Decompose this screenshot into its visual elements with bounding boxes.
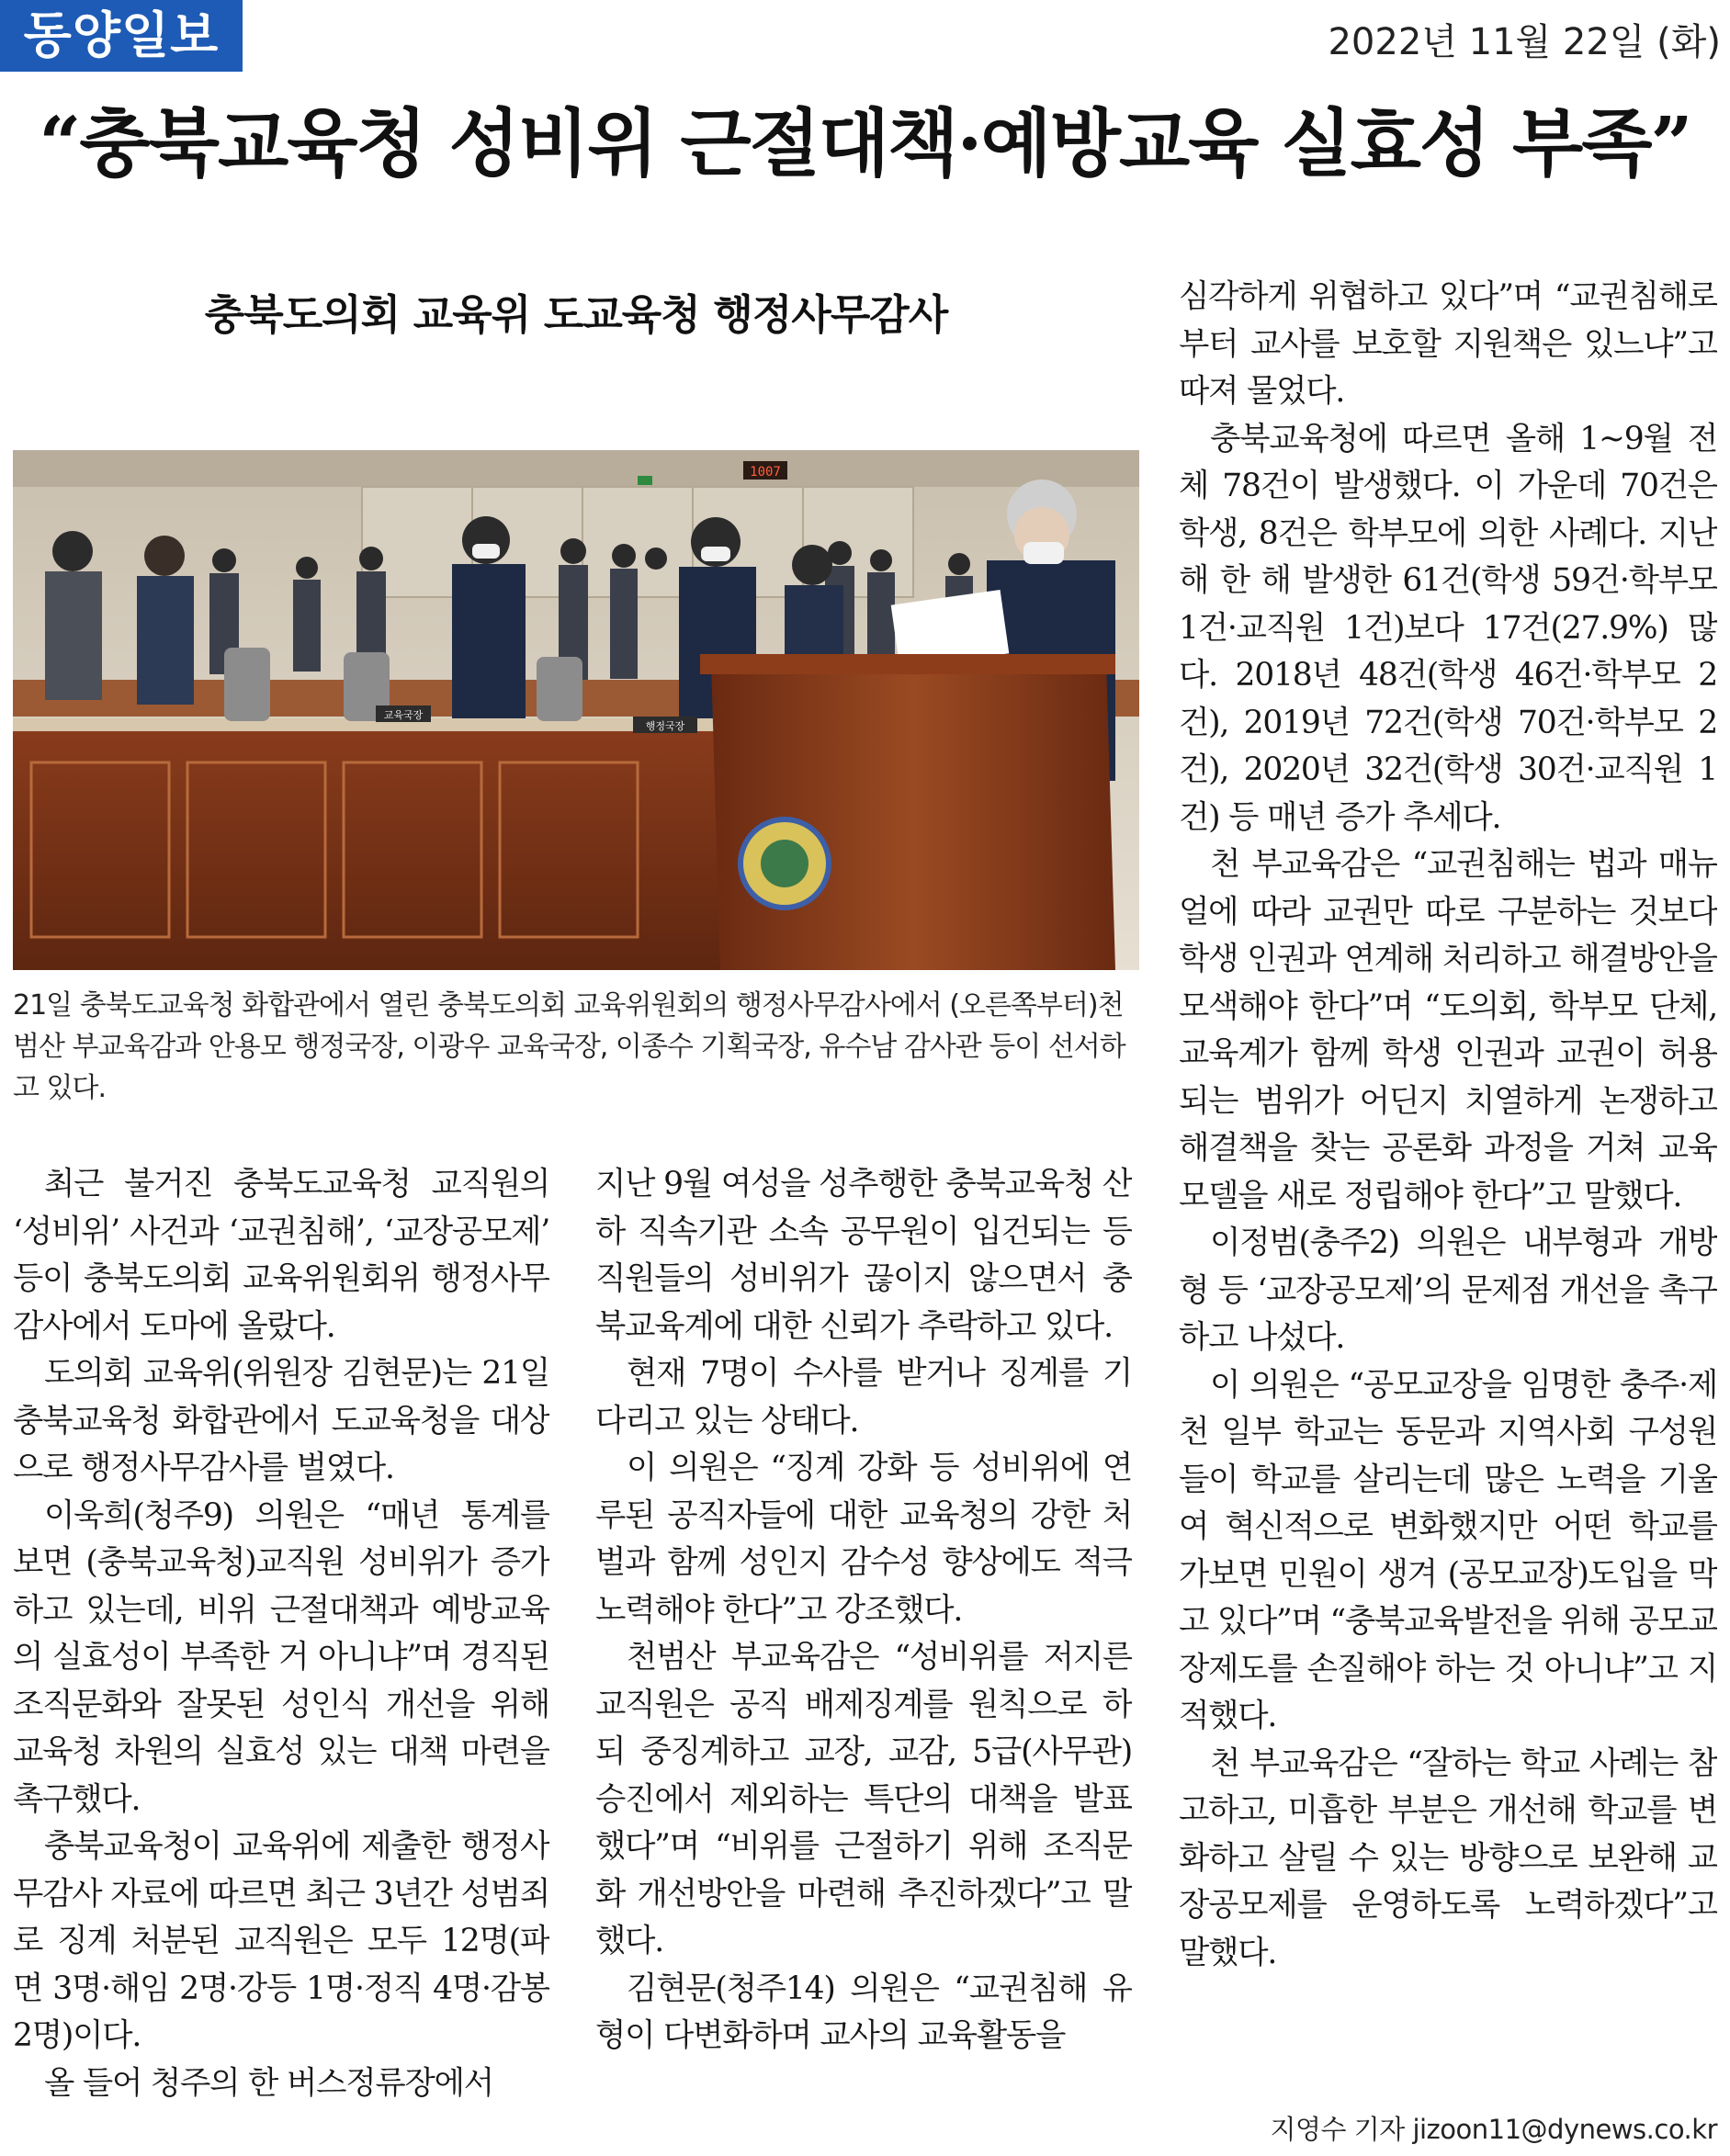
paragraph: 천범산 부교육감은 “성비위를 저지른 교직원은 공직 배제징계를 원칙으로 하되 중징계하고 교장, 교감, 5급(사무관) 승진에서 제외하는 특단의 대책을 발표했다”며 “비위를 근절하기 위해 조직문화 개선방안을 마련해 추진하겠다”고 말했다. — [595, 1639, 1132, 1959]
paragraph-continued: 지난 9월 여성을 성추행한 충북교육청 산하 직속기관 소속 공무원이 입건되는 등 직원들의 성비위가 끊이지 않으면서 충북교육계에 대한 신뢰가 추락하고 있다. — [595, 1166, 1132, 1345]
newspaper-masthead — [0, 0, 243, 72]
paragraph: 김현문(청주14) 의원은 “교권침해 유형이 다변화하며 교사의 교육활동을 — [595, 1970, 1132, 2054]
paragraph: 이 의원은 “공모교장을 임명한 충주·제천 일부 학교는 동문과 지역사회 구성원들이 학교를 살리는데 많은 노력을 기울여 혁신적으로 변화했지만 어떤 학교를 가보면 민원이 생겨 (공모교장)도입을 막고 있다”며 “충북교육발전을 위해 공모교장제도를 손질해야 하는 것 아니냐”고 지적했다. — [1179, 1366, 1717, 1734]
paragraph: 이욱희(청주9) 의원은 “매년 통계를 보면 (충북교육청)교직원 성비위가 증가하고 있는데, 비위 근절대책과 예방교육의 실효성이 부족한 거 아니냐”며 경직된 조직문화와 잘못된 성인식 개선을 위해 교육청 차원의 실효성 있는 대책 마련을 촉구했다. — [13, 1496, 549, 1818]
article-photo — [13, 450, 1139, 970]
article-column-2 — [595, 1161, 1132, 2153]
reporter-byline: 지영수 기자 jizoon11@dynews.co.kr — [1270, 2114, 1717, 2145]
paragraph: 충북교육청이 교육위에 제출한 행정사무감사 자료에 따르면 최근 3년간 성범죄로 징계 처분된 교직원은 모두 12명(파면 3명·해임 2명·강등 1명·정직 4명·감봉 2명)이다. — [13, 1828, 549, 2054]
paragraph: 천 부교육감은 “잘하는 학교 사례는 참고하고, 미흡한 부분은 개선해 학교를 변화하고 살릴 수 있는 방향으로 보완해 교장공모제를 운영하도록 노력하겠다”고 말했다. — [1179, 1744, 1717, 1971]
paragraph: 올 들어 청주의 한 버스정류장에서 — [44, 2064, 493, 2102]
issue-date: 2022년 11월 22일 (화) — [1328, 21, 1721, 63]
paragraph: 이정범(충주2) 의원은 내부형과 개방형 등 ‘교장공모제’의 문제점 개선을 촉구하고 나섰다. — [1179, 1225, 1717, 1356]
photo-caption: 21일 충북도교육청 화합관에서 열린 충북도의회 교육위원회의 행정사무감사에서 (오른쪽부터)천범산 부교육감과 안용모 행정국장, 이광우 교육국장, 이종수 기획국장, 유수남 감사관 등이 선서하고 있다. — [13, 989, 1125, 1104]
paragraph-continued: 심각하게 위협하고 있다”며 “교권침해로부터 교사를 보호할 지원책은 있느냐”고 따져 물었다. — [1179, 278, 1717, 410]
hearing-photo-illustration — [13, 450, 1139, 970]
article-subheadline: 충북도의회 교육위 도교육청 행정사무감사 — [204, 290, 948, 339]
masthead-name: 동양일보 — [23, 6, 220, 64]
paragraph: 도의회 교육위(위원장 김현문)는 21일 충북교육청 화합관에서 도교육청을 대상으로 행정사무감사를 벌였다. — [13, 1355, 549, 1486]
article-column-3 — [1179, 274, 1717, 2111]
scoreboard-text: 1007 — [750, 465, 781, 480]
article-column-1 — [13, 1161, 549, 2153]
paragraph: 이 의원은 “징계 강화 등 성비위에 연루된 공직자들에 대한 교육청의 강한 처벌과 함께 성인지 감수성 향상에도 적극 노력해야 한다”고 강조했다. — [595, 1450, 1132, 1629]
photo-sign-label-2: 행정국장 — [645, 720, 685, 732]
article-headline: “충북교육청 성비위 근절대책·예방교육 실효성 부족” — [39, 100, 1691, 186]
photo-sign-label-1: 교육국장 — [383, 709, 424, 721]
paragraph: 최근 불거진 충북도교육청 교직원의 ‘성비위’ 사건과 ‘교권침해’, ‘교장공모제’ 등이 충북도의회 교육위원회위 행정사무감사에서 도마에 올랐다. — [13, 1166, 549, 1345]
paragraph: 천 부교육감은 “교권침해는 법과 매뉴얼에 따라 교권만 따로 구분하는 것보다 학생 인권과 연계해 처리하고 해결방안을 모색해야 한다”며 “도의회, 학부모 단체, 교육계가 함께 학생 인권과 교권이 허용되는 범위가 어딘지 치열하게 논쟁하고 해결책을 찾는 공론화 과정을 거쳐 교육모델을 새로 정립해야 한다”고 말했다. — [1179, 846, 1717, 1214]
paragraph: 충북교육청에 따르면 올해 1~9월 전체 78건이 발생했다. 이 가운데 70건은 학생, 8건은 학부모에 의한 사례다. 지난해 한 해 발생한 61건(학생 59건·학부모 1건·교직원 1건)보다 17건(27.9%) 많다. 2018년 48건(학생 46건·학부모 2건), 2019년 72건(학생 70건·학부모 2건), 2020년 32건(학생 30건·교직원 1건) 등 매년 증가 추세다. — [1179, 420, 1717, 836]
paragraph: 현재 7명이 수사를 받거나 징계를 기다리고 있는 상태다. — [595, 1355, 1132, 1439]
